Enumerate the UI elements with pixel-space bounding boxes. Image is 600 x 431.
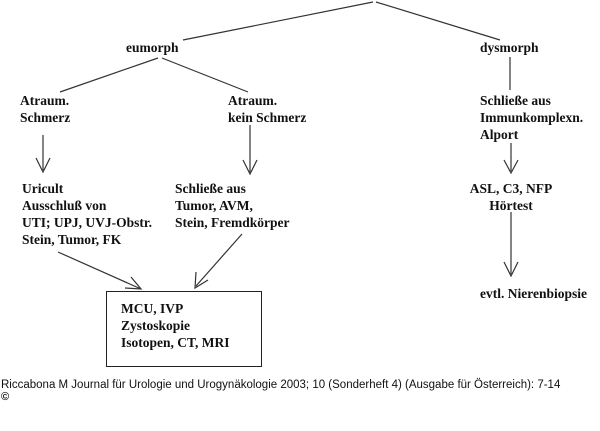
right-action-to-box-line xyxy=(196,234,242,286)
citation-text: Riccabona M Journal für Urologie und Urogynäkologie 2003; 10 (Sonderheft 4) (Ausgabe für Österreich): 7-14 xyxy=(1,379,561,391)
left-condition-node: Atraum. Schmerz xyxy=(20,93,71,125)
root-to-eumorph-line xyxy=(183,2,373,40)
eumorph-label: eumorph xyxy=(126,40,179,55)
copyright-symbol: © xyxy=(1,391,10,403)
dysmorph-step3-node: evtl. Nierenbiopsie xyxy=(480,286,587,301)
right-action-node: Schließe aus Tumor, AVM, Stein, Fremdkörper xyxy=(175,181,290,230)
left-action-to-box-line xyxy=(58,252,141,289)
root-to-dysmorph-line xyxy=(376,2,500,40)
right-condition-node: Atraum. kein Schmerz xyxy=(228,93,307,125)
eumorph-to-left-line xyxy=(60,58,158,92)
eumorph-to-right-line xyxy=(162,58,248,92)
left-action-node: Uricult Ausschluß von UTI; UPJ, UVJ-Obstr. Stein, Tumor, FK xyxy=(22,181,153,247)
dysmorph-step2-node: ASL, C3, NFP Hörtest xyxy=(469,181,553,213)
dysmorph-step1-node: Schließe aus Immunkomplexn. Alport xyxy=(480,93,584,142)
result-box-text: MCU, IVP Zystoskopie Isotopen, CT, MRI xyxy=(121,301,230,350)
dysmorph-label: dysmorph xyxy=(480,40,539,55)
